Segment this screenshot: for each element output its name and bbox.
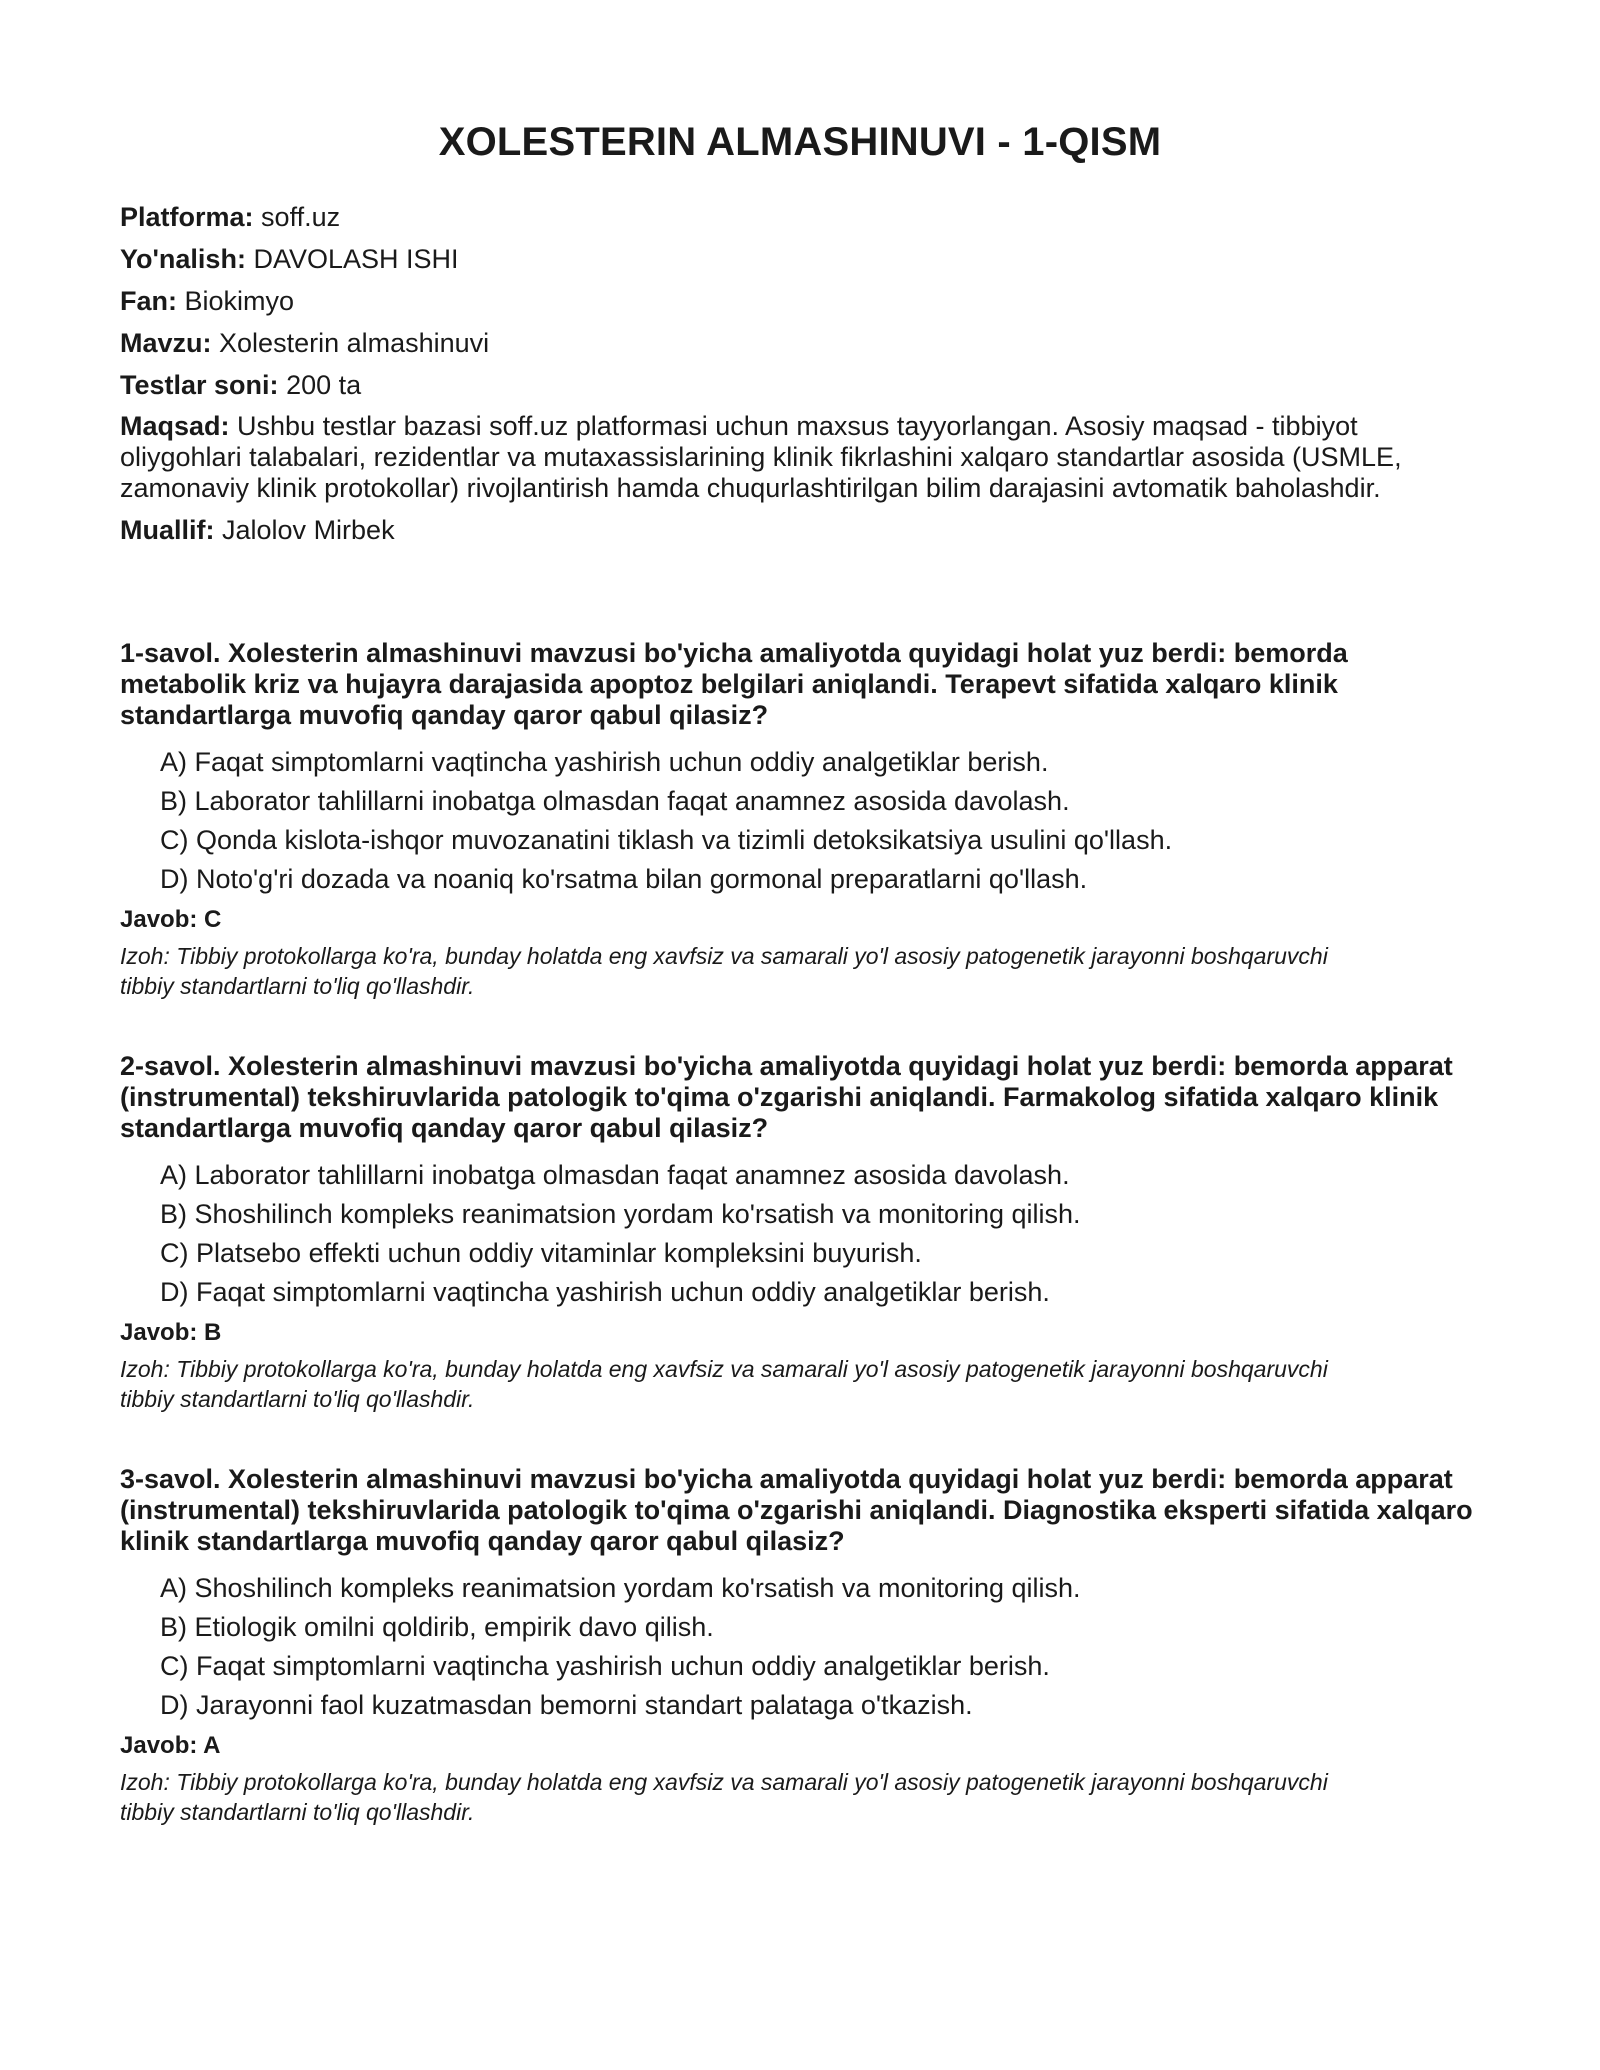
option-d: D) Jarayonni faol kuzatmasdan bemorni standart palataga o'tkazish.: [160, 1690, 973, 1720]
page-title: XOLESTERIN ALMASHINUVI - 1-QISM: [438, 120, 1162, 164]
meta-platform-value: soff.uz: [261, 202, 341, 232]
meta-subject-value: Biokimyo: [184, 286, 295, 316]
option-list: [120, 747, 1480, 895]
meta-goal: [120, 411, 1480, 504]
document-meta: [120, 201, 1480, 546]
option-a: A) Faqat simptomlarni vaqtincha yashirish uchun oddiy analgetiklar berish.: [160, 747, 1049, 777]
meta-subject-label: Fan:: [120, 286, 177, 316]
explanation-note: Izoh: Tibbiy protokollarga ko'ra, bunday holatda eng xavfsiz va samarali yo'l asosiy patogenetik jarayonni boshqaruvchi tibbiy standartlarni to'liq qo'llashdir.: [120, 1769, 1328, 1825]
meta-author: [120, 514, 1480, 546]
meta-topic: [120, 327, 1480, 359]
option-b: B) Laborator tahlillarni inobatga olmasdan faqat anamnez asosida davolash.: [160, 786, 1070, 816]
option-c: C) Platsebo effekti uchun oddiy vitaminlar kompleksini buyurish.: [160, 1238, 922, 1268]
option-c: C) Faqat simptomlarni vaqtincha yashirish uchun oddiy analgetiklar berish.: [160, 1651, 1050, 1681]
meta-platform-label: Platforma:: [120, 202, 254, 232]
answer-text: Javob: B: [120, 1319, 222, 1346]
meta-subject: [120, 285, 1480, 317]
answer-text: Javob: A: [120, 1732, 221, 1759]
question-text: 1-savol. Xolesterin almashinuvi mavzusi bo'yicha amaliyotda quyidagi holat yuz berdi: bemorda metabolik kriz va hujayra darajasida apoptoz belgilari aniqlandi. Terapevt sifatida xalqaro klinik standartlarga muvofiq qanday qaror qabul qilasiz?: [120, 638, 1348, 730]
answer-text: Javob: C: [120, 906, 222, 933]
meta-author-value: Jalolov Mirbek: [222, 515, 395, 545]
option-b: B) Shoshilinch kompleks reanimatsion yordam ko'rsatish va monitoring qilish.: [160, 1199, 1081, 1229]
question-item: [120, 1051, 1480, 1414]
meta-direction-label: Yo'nalish:: [120, 244, 246, 274]
option-list: [120, 1573, 1480, 1721]
question-list: [120, 638, 1480, 1827]
option-d: D) Faqat simptomlarni vaqtincha yashirish uchun oddiy analgetiklar berish.: [160, 1277, 1050, 1307]
question-item: [120, 1464, 1480, 1827]
meta-platform: [120, 201, 1480, 233]
explanation-note: Izoh: Tibbiy protokollarga ko'ra, bunday holatda eng xavfsiz va samarali yo'l asosiy patogenetik jarayonni boshqaruvchi tibbiy standartlarni to'liq qo'llashdir.: [120, 1356, 1328, 1412]
meta-goal-label: Maqsad:: [120, 411, 230, 441]
meta-topic-label: Mavzu:: [120, 328, 212, 358]
meta-topic-value: Xolesterin almashinuvi: [219, 328, 490, 358]
question-item: [120, 638, 1480, 1001]
option-d: D) Noto'g'ri dozada va noaniq ko'rsatma bilan gormonal preparatlarni qo'llash.: [160, 864, 1088, 894]
meta-author-label: Muallif:: [120, 515, 215, 545]
question-text: 2-savol. Xolesterin almashinuvi mavzusi bo'yicha amaliyotda quyidagi holat yuz berdi: bemorda apparat (instrumental) tekshiruvlarida patologik to'qima o'zgarishi aniqlandi. Farmakolog sifatida xalqaro klinik standartlarga muvofiq qanday qaror qabul qilasiz?: [120, 1051, 1453, 1143]
meta-tests-value: 200 ta: [286, 370, 362, 400]
question-text: 3-savol. Xolesterin almashinuvi mavzusi bo'yicha amaliyotda quyidagi holat yuz berdi: bemorda apparat (instrumental) tekshiruvlarida patologik to'qima o'zgarishi aniqlandi. Diagnostika eksperti sifatida xalqaro klinik standartlarga muvofiq qanday qaror qabul qilasiz?: [120, 1464, 1473, 1556]
explanation-note: Izoh: Tibbiy protokollarga ko'ra, bunday holatda eng xavfsiz va samarali yo'l asosiy patogenetik jarayonni boshqaruvchi tibbiy standartlarni to'liq qo'llashdir.: [120, 943, 1328, 999]
meta-direction-value: DAVOLASH ISHI: [253, 244, 459, 274]
option-a: A) Shoshilinch kompleks reanimatsion yordam ko'rsatish va monitoring qilish.: [160, 1573, 1081, 1603]
option-c: C) Qonda kislota-ishqor muvozanatini tiklash va tizimli detoksikatsiya usulini qo'llash.: [160, 825, 1173, 855]
meta-tests-count: [120, 369, 1480, 401]
meta-direction: [120, 243, 1480, 275]
meta-goal-value: Ushbu testlar bazasi soff.uz platformasi uchun maxsus tayyorlangan. Asosiy maqsad - tibbiyot oliygohlari talabalari, rezidentlar va mutaxassislarining klinik fikrlashini xalqaro standartlar asosida (USMLE, zamonaviy klinik protokollar) rivojlantirish hamda chuqurlashtirilgan bilim darajasini avtomatik baholashdir.: [120, 411, 1402, 503]
meta-tests-label: Testlar soni:: [120, 370, 279, 400]
option-a: A) Laborator tahlillarni inobatga olmasdan faqat anamnez asosida davolash.: [160, 1160, 1070, 1190]
option-b: B) Etiologik omilni qoldirib, empirik davo qilish.: [160, 1612, 714, 1642]
option-list: [120, 1160, 1480, 1308]
